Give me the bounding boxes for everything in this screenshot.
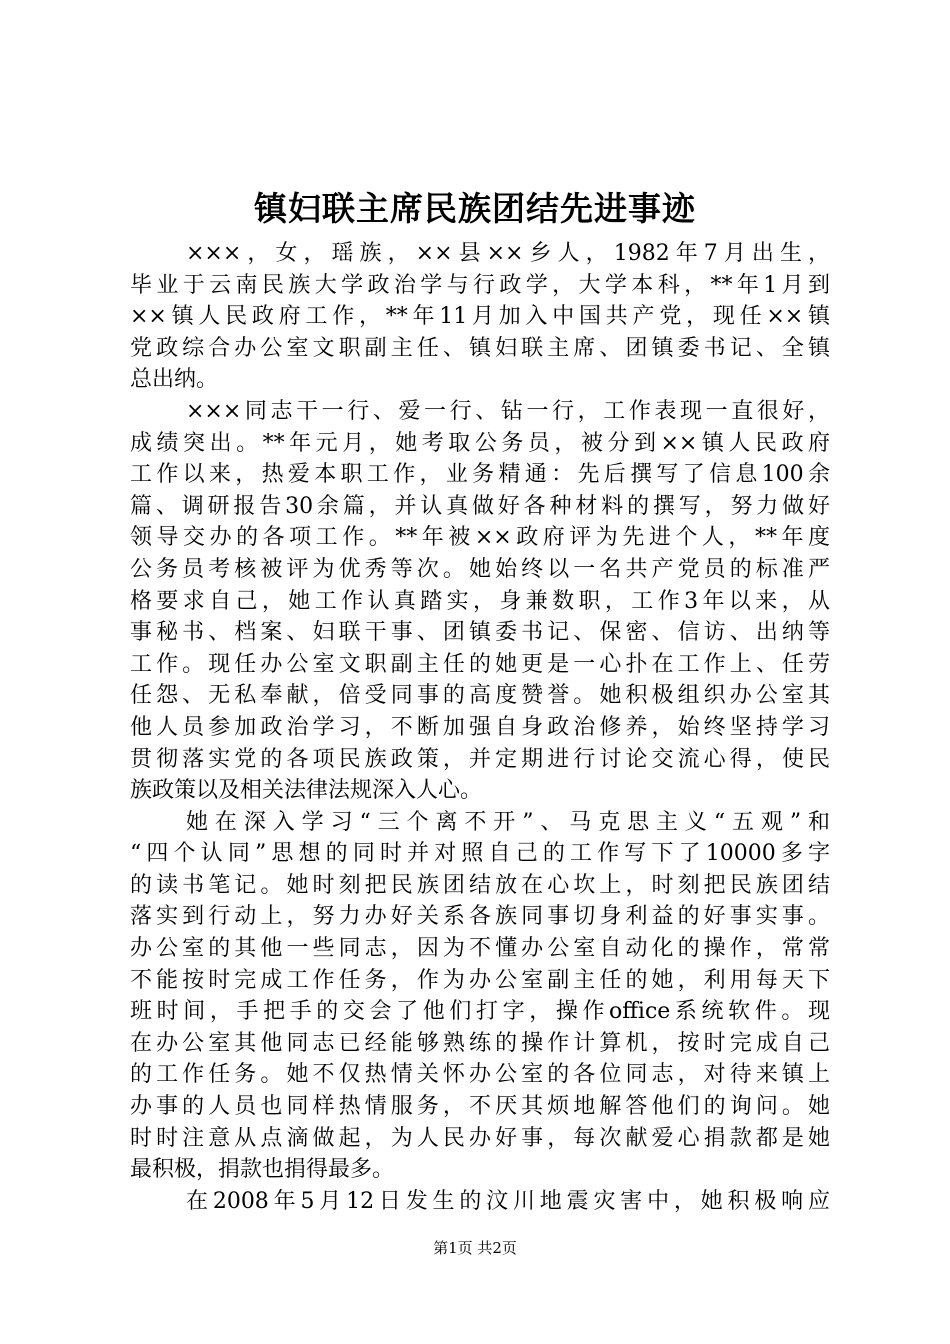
text-line: 总出纳。 [130, 367, 219, 393]
text-line: 的工作任务。她不仅热情关怀办公室的各位同志，对待来镇上 [130, 1062, 830, 1088]
text-line: 办事的人员也同样热情服务，不厌其烦地解答他们的询问。她 [130, 1094, 830, 1120]
text-line: 公务员考核被评为优秀等次。她始终以一名共产党员的标准严 [130, 556, 830, 582]
text-line: 贯彻落实党的各项民族政策，并定期进行讨论交流心得，使民 [130, 746, 830, 772]
text-line: 党政综合办公室文职副主任、镇妇联主席、团镇委书记、全镇 [130, 335, 830, 361]
text-line: 篇、调研报告30余篇，并认真做好各种材料的撰写，努力做好 [130, 493, 830, 519]
text-line: 她在深入学习“三个离不开”、马克思主义“五观”和 [186, 809, 830, 835]
text-line: “四个认同”思想的同时并对照自己的工作写下了10000多字 [130, 841, 830, 867]
text-line: 在办公室其他同志已经能够熟练的操作计算机，按时完成自己 [130, 1030, 830, 1056]
text-line: 落实到行动上，努力办好关系各族同事切身利益的好事实事。 [130, 904, 830, 930]
text-line: 他人员参加政治学习，不断加强自身政治修养，始终坚持学习 [130, 714, 830, 740]
text-line: 族政策以及相关法律法规深入人心。 [130, 778, 483, 804]
text-line: ×××，女，瑶族，××县××乡人，1982年7月出生， [186, 241, 830, 266]
text-line: 在2008年5月12日发生的汶川地震灾害中，她积极响应 [186, 1188, 830, 1214]
text-line: 工作。现任办公室文职副主任的她更是一心扑在工作上、任劳 [130, 651, 830, 677]
text-line: 不能按时完成工作任务，作为办公室副主任的她，利用每天下 [130, 967, 830, 993]
text-line: 格要求自己，她工作认真踏实，身兼数职，工作3年以来，从 [130, 588, 830, 614]
text-line: 领导交办的各项工作。**年被××政府评为先进个人，**年度 [130, 525, 830, 551]
text-line: 班时间，手把手的交会了他们打字，操作office系统软件。现 [130, 999, 830, 1025]
text-line: 办公室的其他一些同志，因为不懂办公室自动化的操作，常常 [130, 936, 830, 962]
text-line: 成绩突出。**年元月，她考取公务员，被分到××镇人民政府 [130, 430, 830, 456]
text-line: 的读书笔记。她时刻把民族团结放在心坎上，时刻把民族团结 [130, 872, 830, 898]
text-line: 毕业于云南民族大学政治学与行政学，大学本科，**年1月到 [130, 272, 830, 298]
page-footer: 第1页 共2页 [433, 1239, 517, 1257]
document-title: 镇妇联主席民族团结先进事迹 [254, 189, 696, 228]
text-line: 工作以来，热爱本职工作，业务精通：先后撰写了信息100余 [130, 462, 830, 488]
text-line: ×××同志干一行、爱一行、钻一行，工作表现一直很好， [186, 398, 830, 424]
document-body [130, 238, 830, 1217]
text-line: 时时注意从点滴做起，为人民办好事，每次献爱心捐款都是她 [130, 1125, 830, 1151]
text-line: 事秘书、档案、妇联干事、团镇委书记、保密、信访、出纳等 [130, 620, 830, 646]
text-line: ××镇人民政府工作，**年11月加入中国共产党，现任××镇 [130, 304, 830, 330]
text-line: 最积极，捐款也捐得最多。 [130, 1157, 395, 1183]
text-line: 任怨、无私奉献，倍受同事的高度赞誉。她积极组织办公室其 [130, 683, 830, 709]
